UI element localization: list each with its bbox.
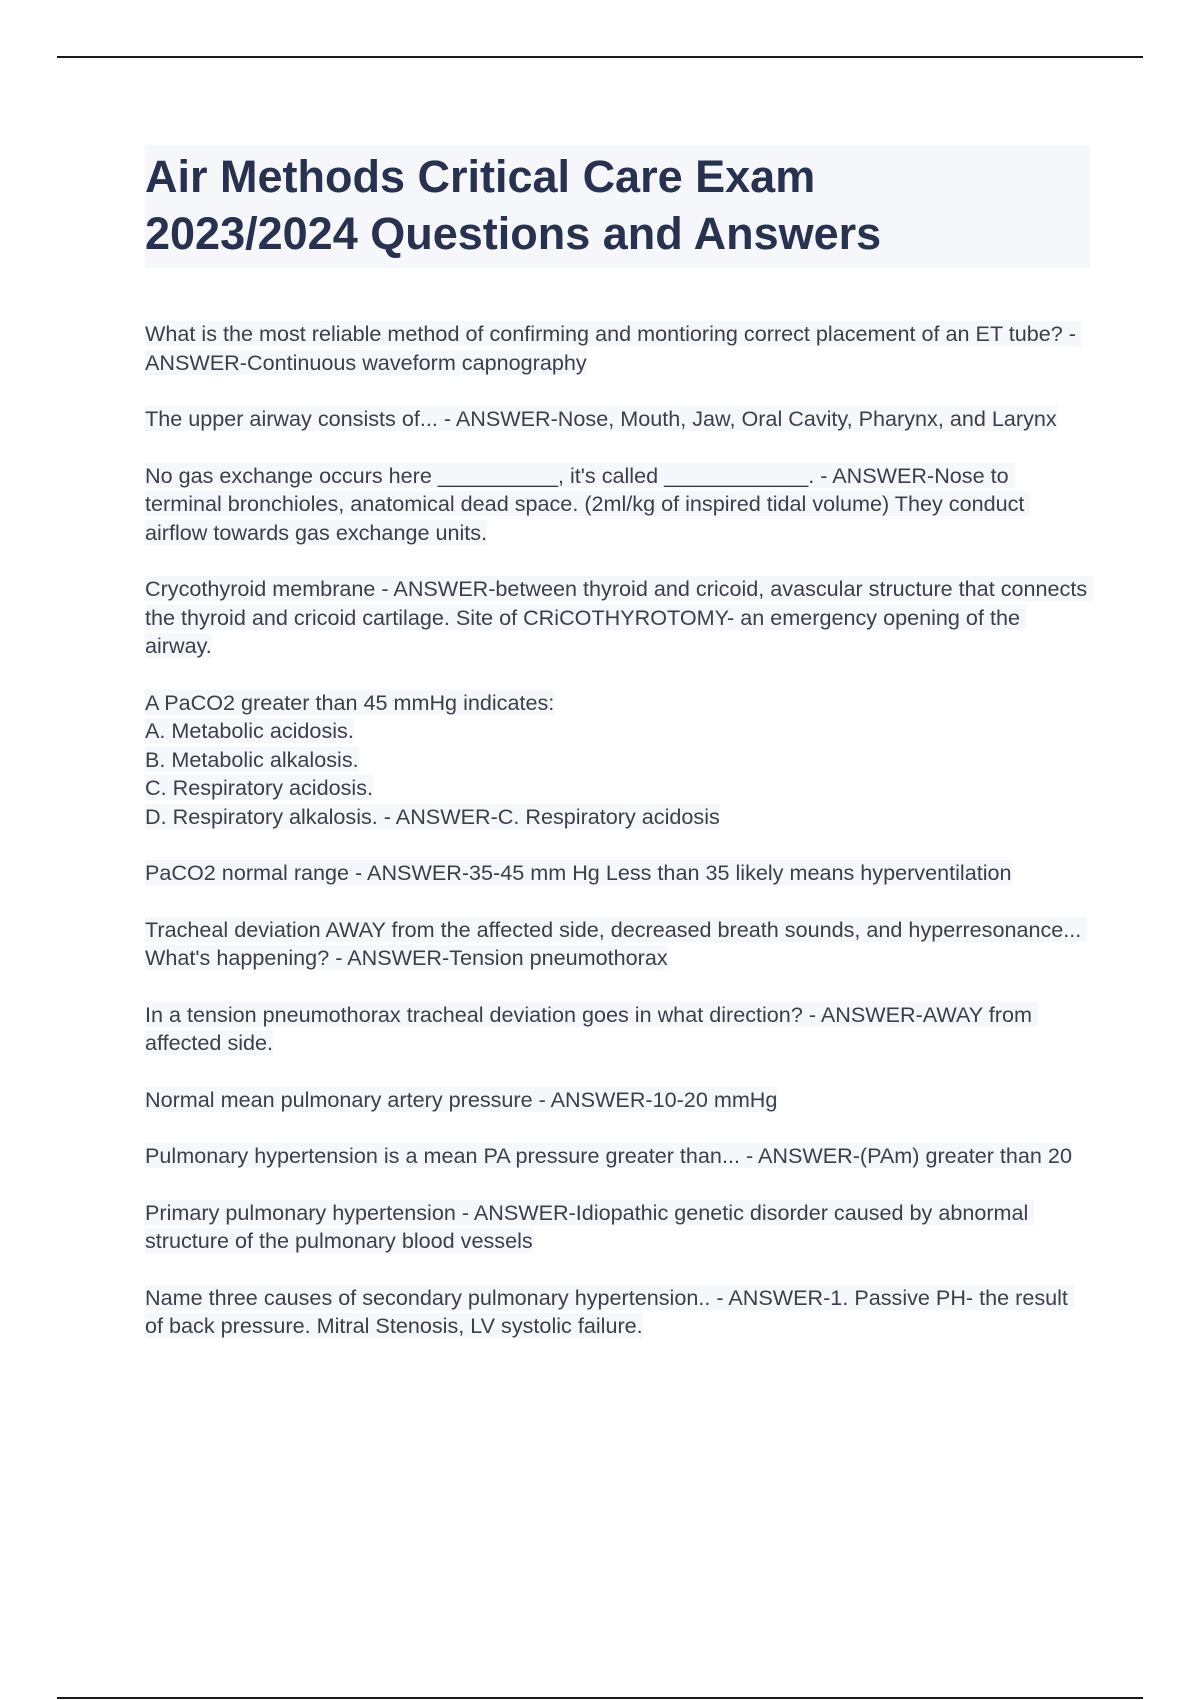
- qa-text: Primary pulmonary hypertension - ANSWER-Idiopathic genetic disorder caused by abnormal structure of the pulmonary blood vessels: [145, 1199, 1035, 1253]
- qa-text: The upper airway consists of... - ANSWER-Nose, Mouth, Jaw, Oral Cavity, Pharynx, and Larynx: [145, 406, 1057, 431]
- qa-item: [145, 462, 1090, 548]
- qa-text: Crycothyroid membrane - ANSWER-between thyroid and cricoid, avascular structure that connects the thyroid and cricoid cartilage. Site of CRiCOTHYROTOMY- an emergency opening of the airway.: [145, 576, 1094, 658]
- qa-item: [145, 575, 1094, 661]
- qa-item: [145, 1086, 1090, 1115]
- qa-text: What is the most reliable method of confirming and montioring correct placement of an ET tube? - ANSWER-Continuous waveform capnography: [145, 321, 1081, 375]
- qa-item: [145, 1284, 1090, 1341]
- top-rule: [57, 56, 1143, 58]
- qa-item: [145, 1001, 1090, 1058]
- qa-item: [145, 859, 1090, 888]
- qa-item: [145, 689, 1090, 832]
- qa-text: No gas exchange occurs here __________, it's called ____________. - ANSWER-Nose to terminal bronchioles, anatomical dead space. (2ml/kg of inspired tidal volume) They conduct airflow towards gas exchange units.: [145, 462, 1031, 545]
- qa-item: [145, 1142, 1090, 1171]
- qa-text: In a tension pneumothorax tracheal deviation goes in what direction? - ANSWER-AWAY from affected side.: [145, 1001, 1038, 1055]
- title-block: [145, 145, 1090, 268]
- document-body: [145, 145, 1094, 1369]
- bottom-rule: [57, 1697, 1143, 1699]
- qa-text: Name three causes of secondary pulmonary hypertension.. - ANSWER-1. Passive PH- the result of back pressure. Mitral Stenosis, LV systolic failure.: [145, 1284, 1074, 1338]
- qa-list: [145, 320, 1094, 1369]
- qa-item: [145, 405, 1090, 434]
- title-line-2: 2023/2024 Questions and Answers: [145, 208, 882, 259]
- qa-item: [145, 916, 1090, 973]
- qa-text: Normal mean pulmonary artery pressure - ANSWER-10-20 mmHg: [145, 1086, 778, 1112]
- qa-item: [145, 1199, 1090, 1256]
- qa-text: PaCO2 normal range - ANSWER-35-45 mm Hg Less than 35 likely means hyperventilation: [145, 860, 1012, 885]
- qa-text: A PaCO2 greater than 45 mmHg indicates: A. Metabolic acidosis. B. Metabolic alkalosis. C. Respiratory acidosis. D. Respiratory alkalosis. - ANSWER-C. Respiratory acidosis: [145, 689, 720, 829]
- title-line-1: Air Methods Critical Care Exam: [145, 151, 816, 202]
- qa-text: Pulmonary hypertension is a mean PA pressure greater than... - ANSWER-(PAm) greater than 20: [145, 1143, 1072, 1168]
- qa-text: Tracheal deviation AWAY from the affected side, decreased breath sounds, and hyperresonance... What's happening? - ANSWER-Tension pneumothorax: [145, 916, 1088, 970]
- page-title: [145, 148, 1090, 262]
- qa-item: [145, 320, 1090, 377]
